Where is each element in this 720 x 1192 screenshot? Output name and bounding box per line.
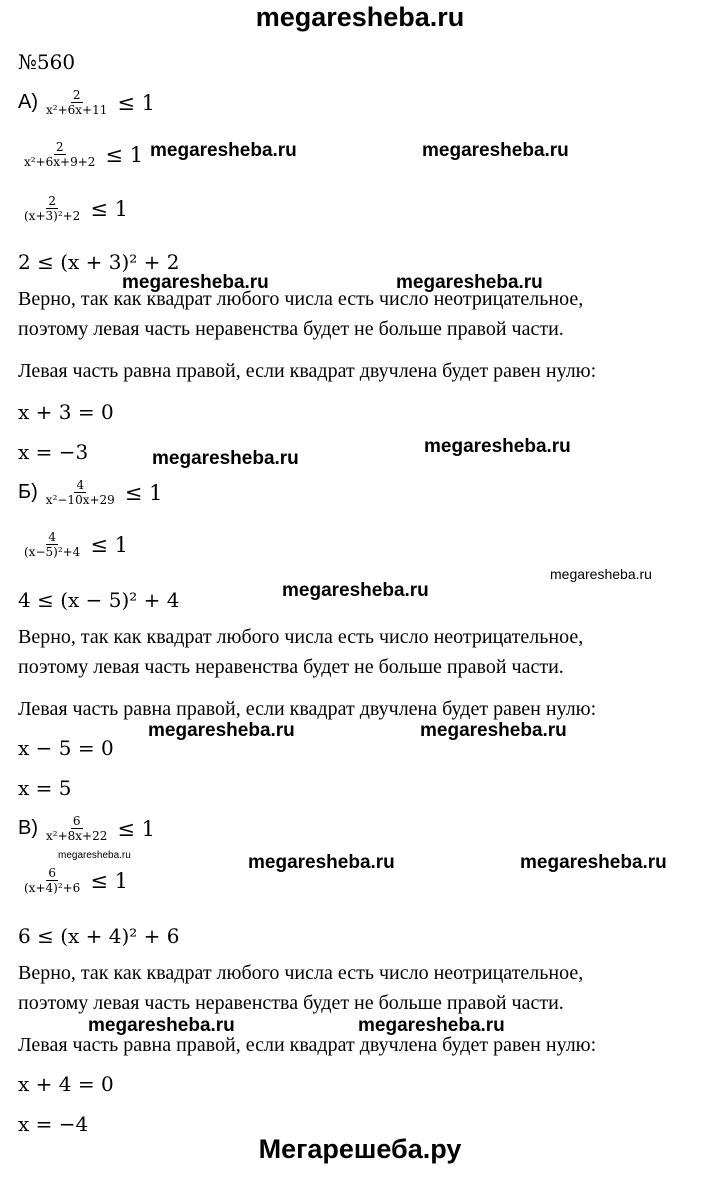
- watermark: megaresheba.ru: [424, 436, 571, 457]
- part-a-label: А): [18, 91, 38, 113]
- part-a-inequality: 2 ≤ (x + 3)² + 2: [18, 250, 180, 274]
- fraction: $\frac{2}{\text{(x+3)²+2}}$: [24, 194, 81, 223]
- watermark: megaresheba.ru: [122, 272, 269, 293]
- part-a-step2: $\frac{2}{\text{x²+6x+9+2}}$ ≤ 1: [24, 140, 144, 169]
- part-b-explain-2: поэтому левая часть неравенства будет не больше правой части.: [18, 656, 564, 678]
- watermark: megaresheba.ru: [58, 850, 131, 861]
- watermark: megaresheba.ru: [152, 448, 299, 469]
- part-c-label: В): [18, 817, 38, 839]
- part-c-step1: В) $\frac{6}{\text{x²+8x+22}}$ ≤ 1: [18, 814, 155, 843]
- watermark: megaresheba.ru: [358, 1015, 505, 1036]
- part-b-inequality: 4 ≤ (x − 5)² + 4: [18, 588, 180, 612]
- watermark: megaresheba.ru: [148, 720, 295, 741]
- part-b-explain-1: Верно, так как квадрат любого числа есть число неотрицательное,: [18, 626, 584, 648]
- fraction: $\frac{4}{\text{x²−10x+29}}$: [45, 478, 115, 507]
- part-c-inequality: 6 ≤ (x + 4)² + 6: [18, 924, 180, 948]
- watermark: megaresheba.ru: [150, 140, 297, 161]
- part-b-step2: $\frac{4}{\text{(x−5)²+4}}$ ≤ 1: [24, 530, 128, 559]
- fraction: $\frac{4}{\text{(x−5)²+4}}$: [24, 530, 81, 559]
- watermark: megaresheba.ru: [422, 140, 569, 161]
- part-a-step3: $\frac{2}{\text{(x+3)²+2}}$ ≤ 1: [24, 194, 128, 223]
- site-header: megaresheba.ru: [255, 2, 465, 32]
- part-a-explain-3: Левая часть равна правой, если квадрат двучлена будет равен нулю:: [18, 360, 597, 382]
- fraction: $\frac{2}{\text{x²+6x+11}}$: [46, 88, 108, 117]
- watermark: megaresheba.ru: [396, 272, 543, 293]
- part-a-answer: x = −3: [18, 440, 89, 464]
- part-b-equation: x − 5 = 0: [18, 736, 114, 760]
- part-a-step1: А) $\frac{2}{\text{x²+6x+11}}$ ≤ 1: [18, 88, 155, 117]
- fraction: $\frac{6}{\text{x²+8x+22}}$: [46, 814, 108, 843]
- watermark: megaresheba.ru: [248, 852, 395, 873]
- watermark: megaresheba.ru: [282, 580, 429, 601]
- part-b-explain-3: Левая часть равна правой, если квадрат двучлена будет равен нулю:: [18, 698, 597, 720]
- part-c-answer: x = −4: [18, 1112, 89, 1136]
- part-c-explain-1: Верно, так как квадрат любого числа есть число неотрицательное,: [18, 962, 584, 984]
- part-c-equation: x + 4 = 0: [18, 1072, 114, 1096]
- watermark: megaresheba.ru: [550, 566, 652, 582]
- part-c-explain-2: поэтому левая часть неравенства будет не больше правой части.: [18, 992, 564, 1014]
- fraction: $\frac{2}{\text{x²+6x+9+2}}$: [24, 140, 96, 169]
- part-c-explain-3: Левая часть равна правой, если квадрат двучлена будет равен нулю:: [18, 1034, 597, 1056]
- watermark: megaresheba.ru: [88, 1015, 235, 1036]
- part-a-explain-2: поэтому левая часть неравенства будет не больше правой части.: [18, 318, 564, 340]
- part-c-step2: $\frac{6}{\text{(x+4)²+6}}$ ≤ 1: [24, 866, 128, 895]
- part-b-step1: Б) $\frac{4}{\text{x²−10x+29}}$ ≤ 1: [18, 478, 163, 507]
- part-b-answer: x = 5: [18, 776, 72, 800]
- problem-number: №560: [18, 50, 76, 74]
- site-footer: Мегарешеба.ру: [258, 1134, 462, 1164]
- part-a-explain-1: Верно, так как квадрат любого числа есть число неотрицательное,: [18, 288, 584, 310]
- part-a-equation: x + 3 = 0: [18, 400, 114, 424]
- part-b-label: Б): [18, 481, 38, 503]
- watermark: megaresheba.ru: [420, 720, 567, 741]
- watermark: megaresheba.ru: [520, 852, 667, 873]
- fraction: $\frac{6}{\text{(x+4)²+6}}$: [24, 866, 81, 895]
